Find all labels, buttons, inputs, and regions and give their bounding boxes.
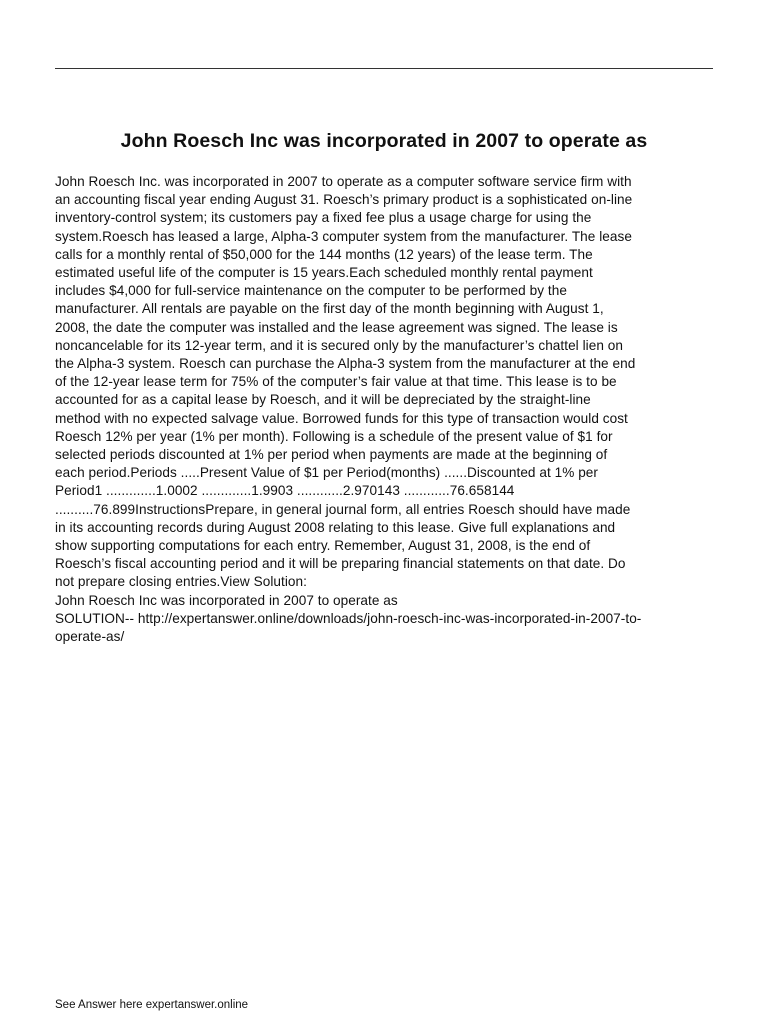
header-rule bbox=[55, 68, 713, 69]
document-body: John Roesch Inc. was incorporated in 2007 to operate as a computer software service firm with an accounting fiscal year ending August 31. Roesch’s primary product is a sophisticated on-line inventory-control system; its customers pay a fixed fee plus a usage charge for using the system.Roesch has leased a large, Alpha-3 computer system from the manufacturer. The lease calls for a monthly rental of $50,000 for the 144 months (12 years) of the lease term. The estimated useful life of the computer is 15 years.Each scheduled monthly rental payment includes $4,000 for full-service maintenance on the computer to be performed by the manufacturer. All rentals are payable on the first day of the month beginning with August 1, 2008, the date the computer was installed and the lease agreement was signed. The lease is noncancelable for its 12-year term, and it is secured only by the manufacturer’s chattel lien on the Alpha-3 system. Roesch can purchase the Alpha-3 system from the manufacturer at the end of the 12-year lease term for 75% of the computer’s fair value at that time. This lease is to be accounted for as a capital lease by Roesch, and it will be depreciated by the straight-line method with no expected salvage value. Borrowed funds for this type of transaction would cost Roesch 12% per year (1% per month). Following is a schedule of the present value of $1 for selected periods discounted at 1% per period when payments are made at the beginning of each period.Periods .....Present Value of $1 per Period(months) ......Discounted at 1% per Period1 .............1.0002 .............1.9903 ............2.970143 ............76.658144 ..........76.899InstructionsPrepare, in general journal form, all entries Roesch should have made in its accounting records during August 2008 relating to this lease. Give full explanations and show supporting computations for each entry. Remember, August 31, 2008, is the end of Roesch’s fiscal accounting period and it will be preparing financial statements on that date. Do not prepare closing entries.View Solution: John Roesch Inc was incorporated in 2007 to operate as SOLUTION-- http://expertanswer.online/downloads/john-roesch-inc-was-incorporated-in-2007-to- operate-as/ bbox=[55, 174, 642, 645]
footer-text: See Answer here expertanswer.online bbox=[55, 999, 249, 1011]
document-title: John Roesch Inc was incorporated in 2007 to operate as bbox=[120, 130, 648, 152]
